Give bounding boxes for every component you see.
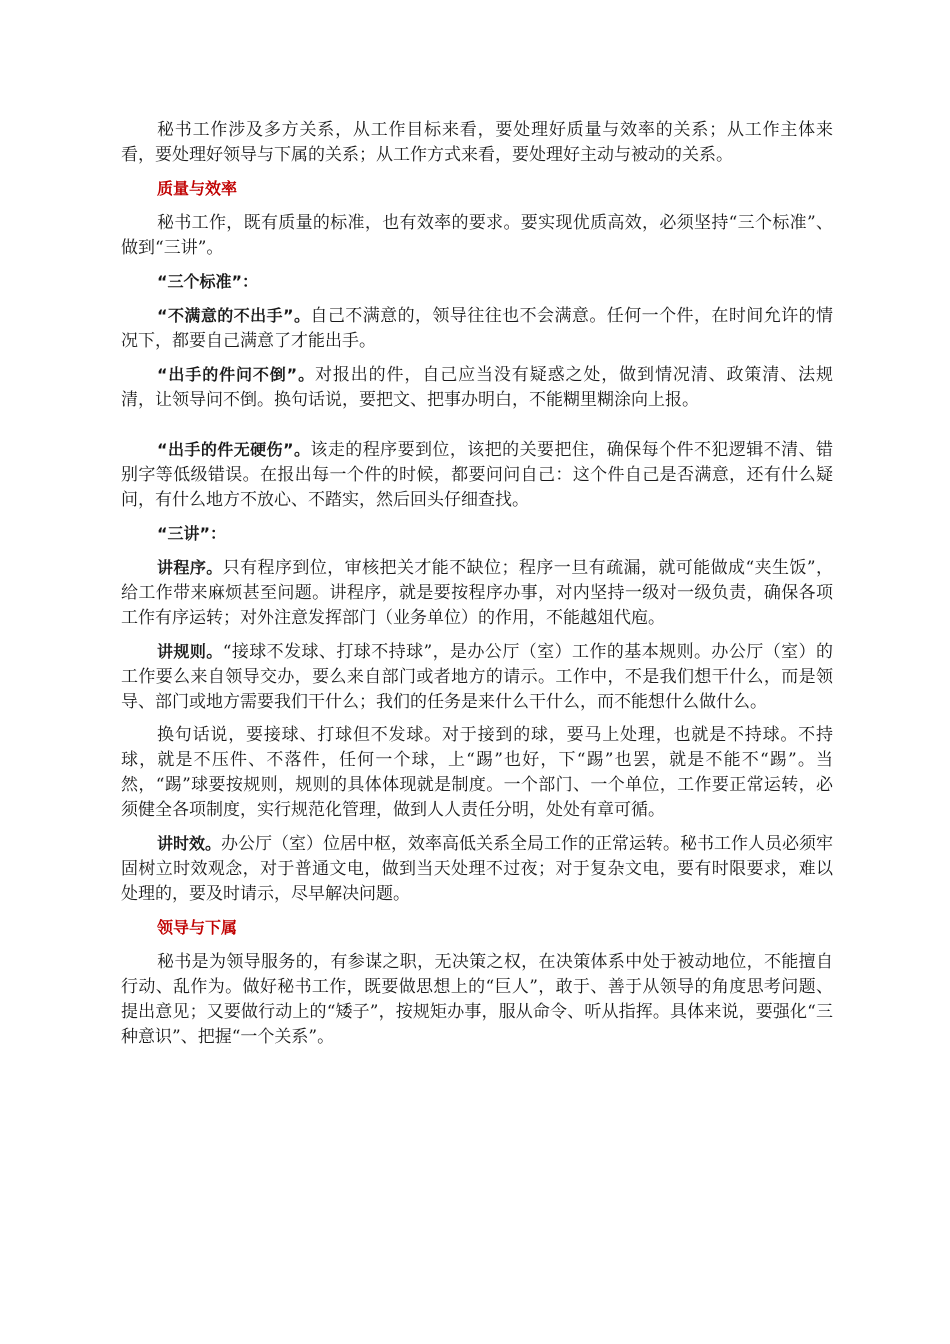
rules-followup-paragraph: 换句话说，要接球、打球但不发球。对于接到的球，要马上处理，也就是不持球。不持球，就是不压件、不落件，任何一个球，上“踢”也好，下“踢”也罢，就是不能不“踢”。当然，“踢”球要按规则，规则的具体体现就是制度。一个部门、一个单位，工作要正常运转，必须健全各项制度，实行规范化管理，做到人人责任分明，处处有章可循。 bbox=[121, 725, 833, 820]
three-talks-title: “三讲”： bbox=[157, 524, 227, 543]
section1-intro-paragraph: 秘书工作，既有质量的标准，也有效率的要求。要实现优质高效，必须坚持“三个标准”、做到“三讲”。 bbox=[121, 213, 833, 258]
talk-lead-timeliness: 讲时效。 bbox=[157, 834, 222, 853]
standard-text-2: 对报出的件，自己应当没有疑惑之处，做到情况清、政策清、法规清，让领导问不倒。换句话说，要把文、把事办明白，不能糊里糊涂向上报。 bbox=[121, 365, 833, 410]
standard-lead-2: “出手的件问不倒”。 bbox=[157, 365, 315, 384]
standard-lead-1: “不满意的不出手”。 bbox=[157, 306, 311, 325]
talk-lead-rules: 讲规则。 bbox=[157, 642, 223, 661]
section-heading-leader-subordinate: 领导与下属 bbox=[157, 918, 238, 937]
intro-paragraph: 秘书工作涉及多方关系，从工作目标来看，要处理好质量与效率的关系；从工作主体来看，要处理好领导与下属的关系；从工作方式来看，要处理好主动与被动的关系。 bbox=[121, 120, 833, 165]
talk-lead-procedure: 讲程序。 bbox=[157, 558, 223, 577]
standard-text-3: 该走的程序要到位，该把的关要把住，确保每个件不犯逻辑不清、错别字等低级错误。在报出每一个件的时候，都要问问自己：这个件自己是否满意，还有什么疑问，有什么地方不放心、不踏实，然后回头仔细查找。 bbox=[121, 440, 833, 510]
standard-paragraph-1 bbox=[121, 303, 833, 354]
section-heading-quality-efficiency: 质量与效率 bbox=[157, 179, 238, 198]
talk-paragraph-procedure bbox=[121, 555, 833, 631]
standard-paragraph-3 bbox=[121, 437, 833, 513]
standard-paragraph-2 bbox=[121, 362, 833, 413]
talk-paragraph-timeliness bbox=[121, 831, 833, 907]
document-page bbox=[121, 118, 833, 1058]
standard-lead-3: “出手的件无硬伤”。 bbox=[157, 440, 311, 459]
talk-text-procedure: 只有程序到位，审核把关才能不缺位；程序一旦有疏漏，就可能做成“夹生饭”，给工作带来麻烦甚至问题。讲程序，就是要按程序办事，对内坚持一级对一级负责，确保各项工作有序运转；对外注意发挥部门（业务单位）的作用，不能越俎代庖。 bbox=[121, 558, 833, 628]
talk-paragraph-rules bbox=[121, 639, 833, 715]
three-standards-title: “三个标准”： bbox=[157, 272, 259, 291]
section2-intro-paragraph: 秘书是为领导服务的，有参谋之职，无决策之权，在决策体系中处于被动地位，不能擅自行动、乱作为。做好秘书工作，既要做思想上的“巨人”，敢于、善于从领导的角度思考问题、提出意见；又要做行动上的“矮子”，按规矩办事，服从命令、听从指挥。具体来说，要强化“三种意识”、把握“一个关系”。 bbox=[121, 952, 833, 1047]
standard-text-1: 自己不满意的，领导往往也不会满意。任何一个件，在时间允许的情况下，都要自己满意了才能出手。 bbox=[121, 306, 833, 351]
talk-text-rules: “接球不发球、打球不持球”，是办公厅（室）工作的基本规则。办公厅（室）的工作要么来自领导交办，要么来自部门或者地方的请示。工作中，不是我们想干什么，而是领导、部门或地方需要我们干什么；我们的任务是来什么干什么，而不能想什么做什么。 bbox=[121, 642, 833, 712]
talk-text-timeliness: 办公厅（室）位居中枢，效率高低关系全局工作的正常运转。秘书工作人员必须牢固树立时效观念，对于普通文电，做到当天处理不过夜；对于复杂文电，要有时限要求，难以处理的，要及时请示，尽早解决问题。 bbox=[121, 834, 834, 904]
